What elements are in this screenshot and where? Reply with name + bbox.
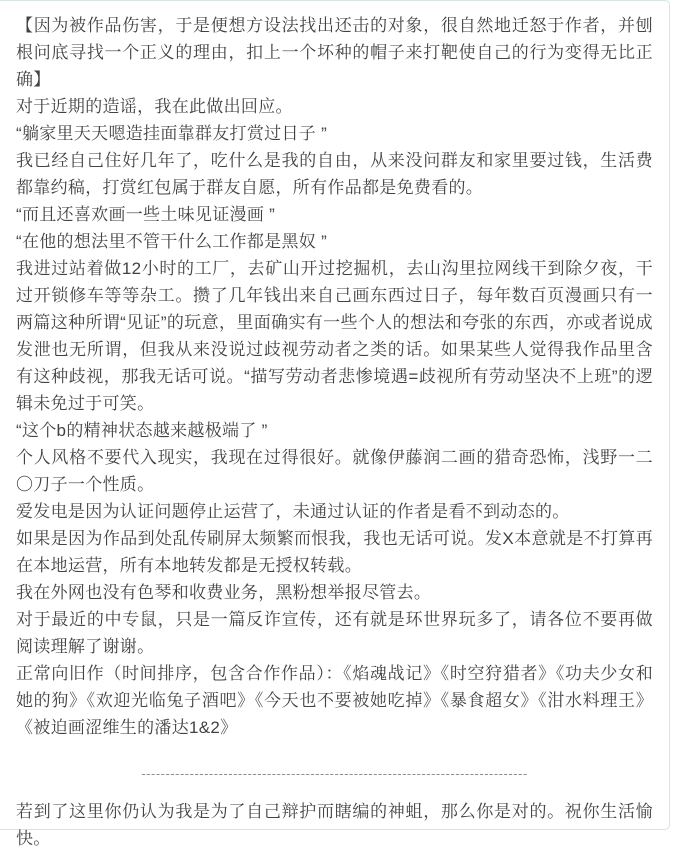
paragraph-reply-4: 爱发电是因为认证问题停止运营了，未通过认证的作者是看不到动态的。: [16, 502, 570, 521]
paragraph-reply-6: 我在外网也没有色琴和收费业务，黑粉想举报尽管去。: [16, 583, 432, 602]
paragraph-quote-3: “在他的想法里不管干什么工作都是黑奴 ”: [16, 232, 328, 251]
paragraph-quote-2: “而且还喜欢画一些土味见证漫画 ”: [16, 205, 276, 224]
paragraph-intro: 对于近期的造谣，我在此做出回应。: [16, 97, 293, 116]
paragraph-reply-5: 如果是因为作品到处乱传刷屏太频繁而恨我，我也无话可说。发X本意就是不打算再在本地运营，所有本地转发都是无授权转载。: [16, 529, 653, 575]
paragraph-closing: 若到了这里你仍认为我是为了自己辩护而瞎编的神蛆，那么你是对的。祝你生活愉快。: [16, 802, 653, 848]
dashed-divider: --------------------------------------------------------------------------------: [141, 766, 528, 781]
paragraph-quote-4: “这个b的精神状态越来越极端了 ”: [16, 421, 268, 440]
paragraph-quote-1: “躺家里天天嗯造挂面靠群友打赏过日子 ”: [16, 124, 328, 143]
paragraph-reply-2: 我进过站着做12小时的工厂，去矿山开过挖掘机，去山沟里拉网线干到除夕夜，干过开锁修车等等杂工。攒了几年钱出来自己画东西过日子，每年数百页漫画只有一两篇这种所谓“见证”的玩意，里面确实有一些个人的想法和夸张的东西，亦或者说成发泄也无所谓，但我从来没说过歧视劳动者之类的话。如果某些人觉得我作品里含有这种歧视，那我无话可说。“描写劳动者悲惨境遇=歧视所有劳动坚决不上班”的逻辑未免过于可笑。: [16, 259, 653, 413]
paragraph-reply-1: 我已经自己住好几年了，吃什么是我的自由，从来没问群友和家里要过钱，生活费都靠约稿，打赏红包属于群友自愿，所有作品都是免费看的。: [16, 151, 653, 197]
paragraph-preface: 【因为被作品伤害，于是便想方设法找出还击的对象，很自然地迁怒于作者，并刨根问底寻找一个正义的理由，扣上一个坏种的帽子来打靶使自己的行为变得无比正确】: [16, 16, 653, 89]
paragraph-reply-3: 个人风格不要代入现实，我现在过得很好。就像伊藤润二画的猎奇恐怖，浅野一二〇刀子一个性质。: [16, 448, 653, 494]
post-body-text: [16, 12, 653, 852]
paragraph-worklist: 正常向旧作（时间排序，包含合作作品）：《焰魂战记》《时空狩猎者》《功夫少女和她的狗》《欢迎光临兔子酒吧》《今天也不要被她吃掉》《暴食超女》《泔水料理王》《被迫画涩维生的潘达1&2》: [16, 664, 653, 737]
paragraph-reply-7: 对于最近的中专鼠，只是一篇反诈宣传，还有就是环世界玩多了，请各位不要再做阅读理解了谢谢。: [16, 610, 653, 656]
